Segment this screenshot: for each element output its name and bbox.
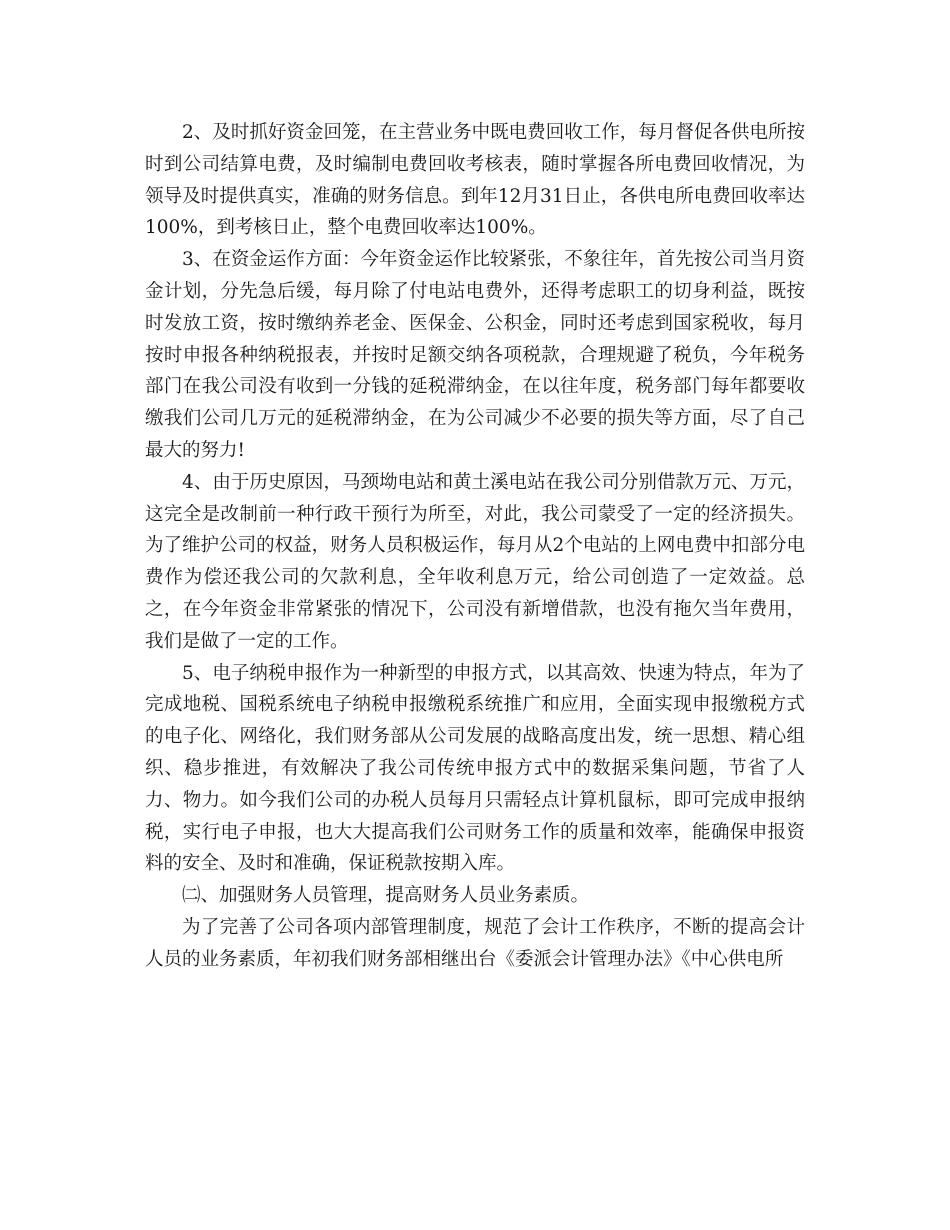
paragraph-power-station-loans: 4、由于历史原因，马颈坳电站和黄土溪电站在我公司分别借款万元、万元，这完全是改制前一种行政干预行为所至，对此，我公司蒙受了一定的经济损失。为了维护公司的权益，财务人员积极运作，每月从2个电站的上网电费中扣部分电费作为偿还我公司的欠款利息，全年收利息万元，给公司创造了一定效益。总之，在今年资金非常紧张的情况下，公司没有新增借款，也没有拖欠当年费用，我们是做了一定的工作。 — [145, 471, 805, 652]
document-body — [145, 117, 805, 976]
section-heading-staff-management: ㈡、加强财务人员管理，提高财务人员业务素质。 — [182, 885, 590, 907]
paragraph-fund-operation: 3、在资金运作方面：今年资金运作比较紧张，不象往年，首先按公司当月资金计划，分先急后缓，每月除了付电站电费外，还得考虑职工的切身利益，既按时发放工资，按时缴纳养老金、医保金、公积金，同时还考虑到国家税收，每月按时申报各种纳税报表，并按时足额交纳各项税款，合理规避了税负，今年税务部门在我公司没有收到一分钱的延税滞纳金，在以往年度，税务部门每年都要收缴我们公司几万元的延税滞纳金，在为公司减少不必要的损失等方面，尽了自己最大的努力! — [145, 249, 805, 461]
paragraph-fund-collection: 2、及时抓好资金回笼，在主营业务中既电费回收工作，每月督促各供电所按时到公司结算电费，及时编制电费回收考核表，随时掌握各所电费回收情况，为领导及时提供真实，准确的财务信息。到年12月31日止，各供电所电费回收率达100%，到考核日止，整个电费回收率达100%。 — [145, 122, 805, 239]
paragraph-internal-management: 为了完善了公司各项内部管理制度，规范了会计工作秩序，不断的提高会计人员的业务素质，年初我们财务部相继出台《委派会计管理办法》《中心供电所 — [145, 916, 805, 970]
paragraph-electronic-tax-filing: 5、电子纳税申报作为一种新型的申报方式，以其高效、快速为特点，年为了完成地税、国税系统电子纳税申报缴税系统推广和应用，全面实现申报缴税方式的电子化、网络化，我们财务部从公司发展的战略高度出发，统一思想、精心组织、稳步推进，有效解决了我公司传统申报方式中的数据采集问题，节省了人力、物力。如今我们公司的办税人员每月只需轻点计算机鼠标，即可完成申报纳税，实行电子申报，也大大提高我们公司财务工作的质量和效率，能确保申报资料的安全、及时和准确，保证税款按期入库。 — [145, 662, 805, 875]
